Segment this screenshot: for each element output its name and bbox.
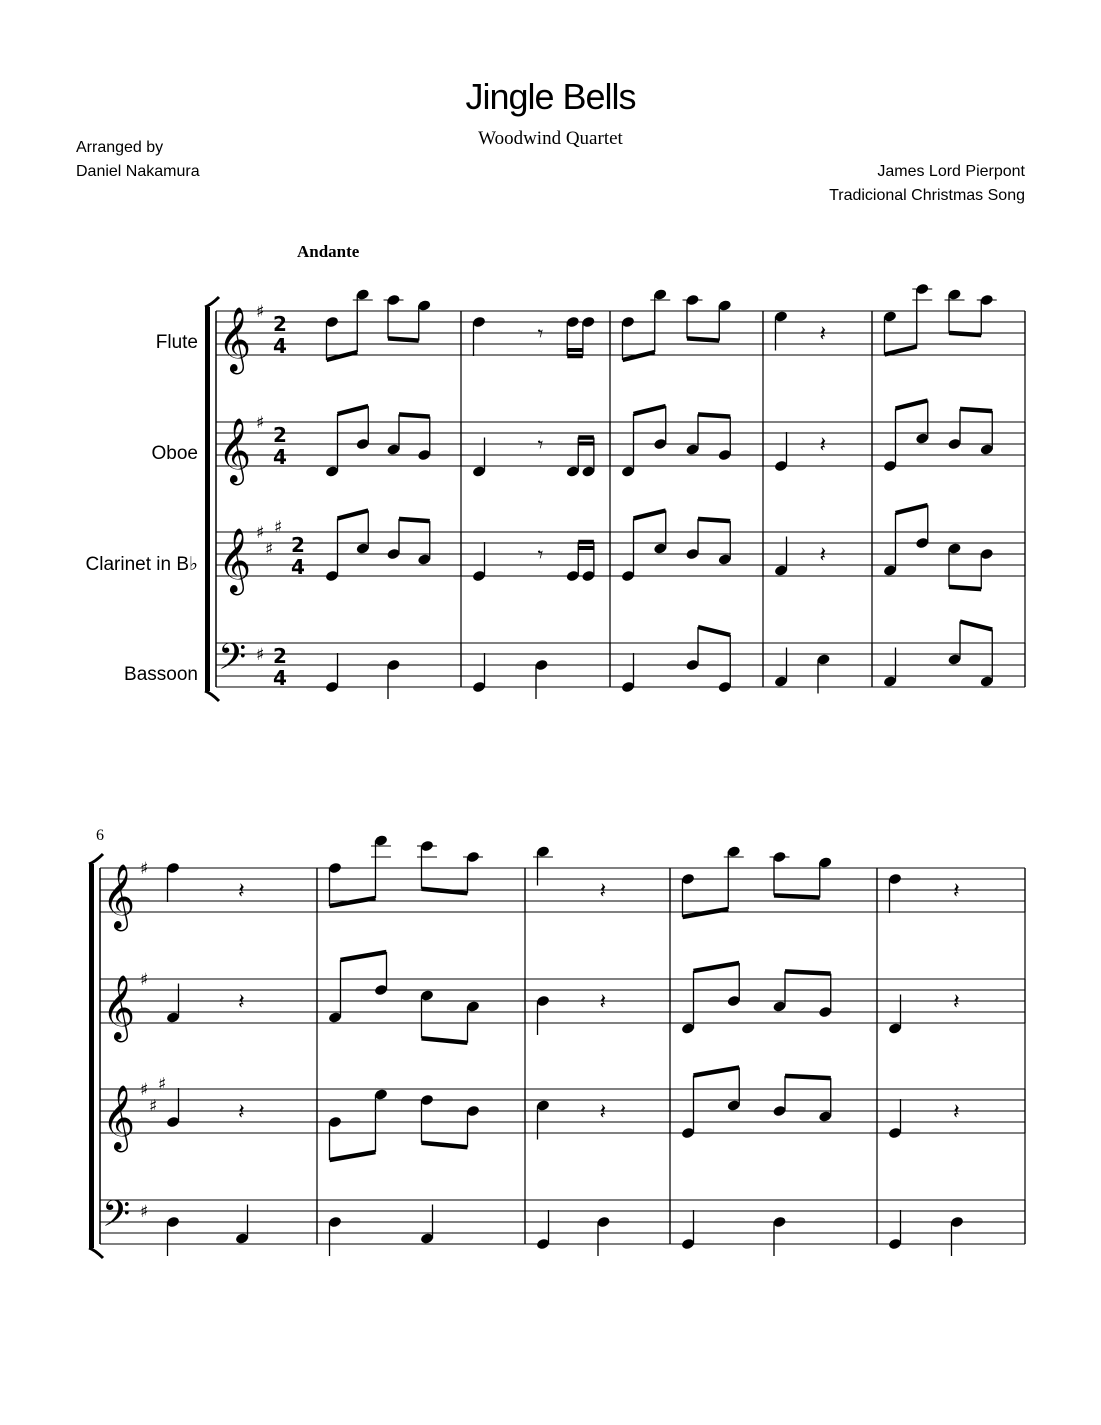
beam xyxy=(399,519,430,521)
rest: 𝄽 xyxy=(953,1100,960,1125)
key-signature-sharp: ♯ xyxy=(149,1096,158,1117)
treble-clef-icon: 𝄞 xyxy=(218,528,252,593)
beam xyxy=(422,1143,468,1147)
beam xyxy=(623,352,655,360)
key-signature-sharp: ♯ xyxy=(256,523,265,543)
beam xyxy=(698,519,730,521)
rest: 𝄽 xyxy=(238,990,245,1015)
beam xyxy=(698,627,730,635)
arranger-label: Arranged by xyxy=(76,139,164,156)
time-signature-top: 2 xyxy=(273,423,287,447)
rest: 𝄽 xyxy=(599,990,607,1015)
key-signature-sharp: ♯ xyxy=(140,1080,149,1100)
bracket-hook xyxy=(205,691,219,701)
beam xyxy=(327,352,358,360)
key-signature-sharp: ♯ xyxy=(158,1074,167,1095)
beam xyxy=(896,505,928,513)
beam xyxy=(694,963,740,971)
rest: 𝄽 xyxy=(599,879,607,904)
beam xyxy=(422,1038,468,1042)
bass-clef-icon: 𝄢 xyxy=(218,636,247,687)
beam xyxy=(949,333,981,335)
beam xyxy=(330,898,376,906)
beam xyxy=(634,406,666,414)
beam xyxy=(338,511,369,519)
rest: 𝄽 xyxy=(238,879,245,904)
beam xyxy=(960,622,992,630)
key-signature-sharp: ♯ xyxy=(265,539,274,560)
beam xyxy=(634,511,666,519)
instrument-label-clarinet: Clarinet in B♭ xyxy=(85,554,198,575)
key-signature-sharp: ♯ xyxy=(274,517,283,538)
key-signature-sharp: ♯ xyxy=(140,859,149,879)
rest: 𝄾 xyxy=(537,433,544,458)
treble-clef-icon: 𝄞 xyxy=(102,864,136,929)
bass-clef-icon: 𝄢 xyxy=(102,1193,131,1244)
score-subtitle: Woodwind Quartet xyxy=(478,128,623,149)
time-signature-bottom: 4 xyxy=(273,666,287,690)
rest: 𝄾 xyxy=(537,543,544,568)
time-signature-top: 2 xyxy=(273,644,287,668)
beam xyxy=(694,1068,740,1076)
treble-clef-icon: 𝄞 xyxy=(102,1085,136,1150)
bracket-hook xyxy=(205,297,219,307)
key-signature-sharp: ♯ xyxy=(140,1202,149,1222)
arranger-name: Daniel Nakamura xyxy=(76,163,200,180)
beam xyxy=(785,1076,831,1078)
beam xyxy=(422,889,468,893)
beam xyxy=(687,338,719,340)
beam xyxy=(399,414,430,416)
key-signature-sharp: ♯ xyxy=(256,645,265,665)
instrument-label-flute: Flute xyxy=(155,332,198,353)
treble-clef-icon: 𝄞 xyxy=(102,975,136,1040)
treble-clef-icon: 𝄞 xyxy=(218,418,252,483)
beam xyxy=(960,409,992,411)
score-title: Jingle Bells xyxy=(465,76,636,117)
system-bracket xyxy=(205,307,210,691)
key-signature-sharp: ♯ xyxy=(256,302,265,322)
time-signature-bottom: 4 xyxy=(291,555,305,579)
rest: 𝄾 xyxy=(537,322,544,347)
time-signature-top: 2 xyxy=(291,533,305,557)
beam xyxy=(896,401,928,409)
rest: 𝄽 xyxy=(953,990,960,1015)
key-signature-sharp: ♯ xyxy=(256,413,265,433)
rest: 𝄽 xyxy=(819,322,827,347)
bracket-hook xyxy=(89,854,103,864)
bracket-hook xyxy=(89,1248,103,1258)
rest: 𝄽 xyxy=(819,543,827,568)
instrument-label-bassoon: Bassoon xyxy=(124,664,198,685)
tempo-marking: Andante xyxy=(297,242,360,261)
beam xyxy=(388,338,419,340)
time-signature-bottom: 4 xyxy=(273,334,287,358)
rest: 𝄽 xyxy=(819,433,827,458)
beam xyxy=(774,895,820,897)
beam xyxy=(330,1152,376,1160)
beam xyxy=(341,952,387,960)
beam xyxy=(698,414,730,416)
beam xyxy=(683,909,729,917)
song-origin: Tradicional Christmas Song xyxy=(829,187,1025,204)
rest: 𝄽 xyxy=(238,1100,245,1125)
rest: 𝄽 xyxy=(953,879,960,904)
beam xyxy=(885,347,917,355)
measure-number: 6 xyxy=(96,827,104,844)
instrument-label-oboe: Oboe xyxy=(151,443,198,464)
beam xyxy=(949,587,981,589)
beam xyxy=(338,406,369,414)
treble-clef-icon: 𝄞 xyxy=(218,307,252,372)
key-signature-sharp: ♯ xyxy=(140,970,149,990)
composer-name: James Lord Pierpont xyxy=(877,163,1025,180)
time-signature-bottom: 4 xyxy=(273,445,287,469)
system-bracket xyxy=(89,864,94,1248)
rest: 𝄽 xyxy=(599,1100,607,1125)
time-signature-top: 2 xyxy=(273,312,287,336)
beam xyxy=(785,971,831,973)
